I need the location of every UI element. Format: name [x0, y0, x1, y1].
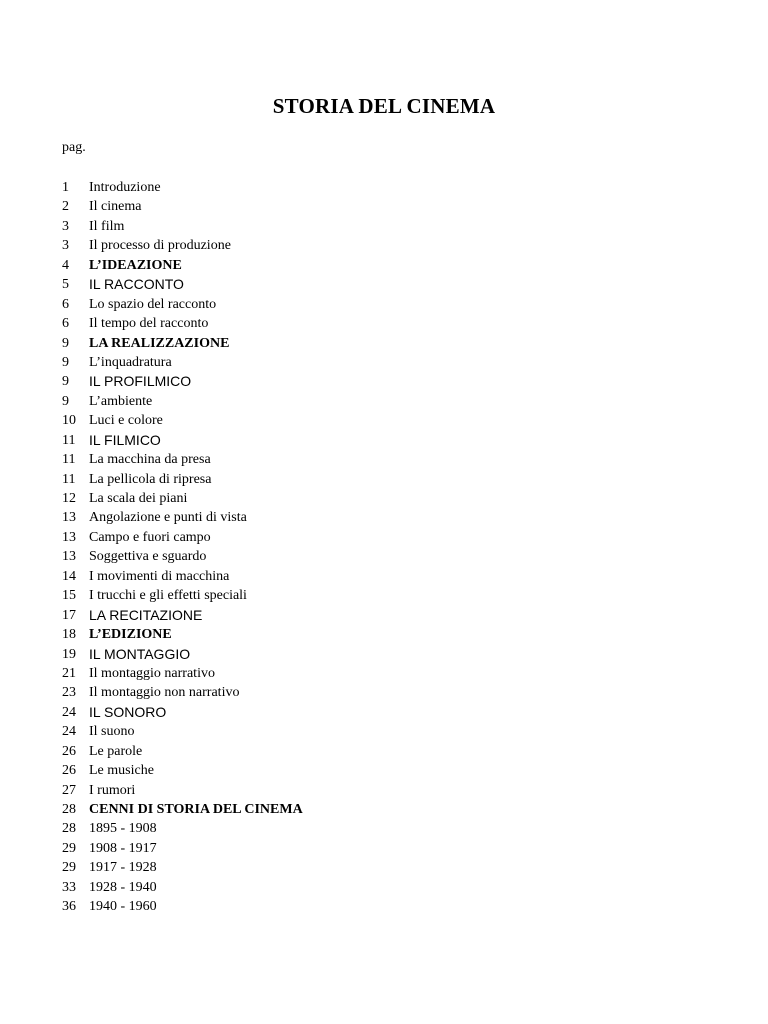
- toc-entry-page: 21: [62, 665, 76, 681]
- toc-entry-label: IL MONTAGGIO: [89, 645, 191, 662]
- toc-entry: [62, 470, 702, 489]
- toc-entry-label: Il cinema: [89, 199, 142, 215]
- toc-entry-page: 9: [62, 335, 69, 351]
- toc-entry-page: 23: [62, 685, 76, 701]
- toc-entry-label: IL FILMICO: [89, 431, 161, 448]
- toc-entry-page: 24: [62, 724, 76, 740]
- toc-entry-page: 29: [62, 840, 76, 856]
- toc-entry-page: 19: [62, 646, 76, 662]
- toc-entry: [62, 567, 702, 586]
- toc-entry-label: L’ambiente: [89, 393, 153, 409]
- toc-entry-label: Campo e fuori campo: [89, 529, 211, 545]
- document-title: STORIA DEL CINEMA: [272, 94, 496, 118]
- toc-entry: [62, 431, 702, 450]
- toc-entry-label: Introduzione: [89, 180, 161, 195]
- toc-entry-label: La macchina da presa: [89, 452, 211, 468]
- toc-entry-page: 13: [62, 529, 76, 545]
- toc-entry-label: Il suono: [89, 724, 135, 740]
- toc-entry: [62, 586, 702, 605]
- toc-entry: [62, 819, 702, 838]
- toc-entry-label: Soggettiva e sguardo: [89, 549, 207, 565]
- toc-entry: [62, 450, 702, 469]
- toc-entry-label: Il film: [89, 218, 125, 234]
- toc-entry-label: Le parole: [89, 743, 143, 759]
- toc-entry-page: 27: [62, 782, 76, 798]
- toc-entry-page: 11: [62, 432, 76, 448]
- toc-entry: [62, 606, 702, 625]
- toc-entry-page: 10: [62, 413, 76, 429]
- toc-entry: [62, 722, 702, 741]
- toc-entry: [62, 761, 702, 780]
- toc-entry-page: 24: [62, 704, 76, 720]
- toc-entry: [62, 858, 702, 877]
- toc-entry-page: 3: [62, 238, 69, 254]
- toc-entry-page: 28: [62, 821, 76, 837]
- toc-entry-label: La pellicola di ripresa: [89, 471, 212, 487]
- toc-entry: [62, 547, 702, 566]
- toc-entry: [62, 236, 702, 255]
- toc-entry: [62, 878, 702, 897]
- toc-entry: [62, 625, 702, 644]
- toc-entry-label: 1940 - 1960: [89, 899, 157, 915]
- toc-entry-label: Angolazione e punti di vista: [89, 510, 247, 526]
- toc-entry-page: 15: [62, 588, 76, 604]
- toc-entry-label: LA RECITAZIONE: [89, 606, 203, 623]
- toc-entry-page: 26: [62, 743, 76, 759]
- toc-entry-page: 29: [62, 860, 76, 876]
- toc-entry-page: 36: [62, 899, 76, 915]
- toc-entry-page: 5: [62, 277, 69, 293]
- toc-entry: [62, 334, 702, 353]
- toc-entry-page: 13: [62, 510, 76, 526]
- toc-entry-page: 6: [62, 316, 69, 332]
- toc-entry: [62, 800, 702, 819]
- toc-entry-label: IL PROFILMICO: [89, 373, 192, 390]
- toc-entry-label: Le musiche: [89, 763, 154, 779]
- toc-entry-label: CENNI DI STORIA DEL CINEMA: [89, 802, 303, 817]
- toc-entry: [62, 217, 702, 236]
- toc-entry-label: Il processo di produzione: [89, 238, 231, 254]
- toc-entry: [62, 897, 702, 916]
- toc-entry-label: L’inquadratura: [89, 354, 172, 370]
- toc-entry-page: 9: [62, 354, 69, 370]
- toc-entry: [62, 197, 702, 216]
- toc-entry-label: Il montaggio non narrativo: [89, 685, 240, 701]
- toc-entry-label: IL RACCONTO: [89, 276, 184, 293]
- toc-entry-label: L’IDEAZIONE: [89, 257, 182, 273]
- toc-entry: [62, 353, 702, 372]
- toc-entry-label: 1895 - 1908: [89, 821, 157, 837]
- toc-entry: [62, 275, 702, 294]
- toc-entry: [62, 528, 702, 547]
- toc-entry: [62, 392, 702, 411]
- toc-entry-label: I rumori: [89, 782, 136, 798]
- toc-entry-label: 1917 - 1928: [89, 860, 157, 876]
- toc-entry-page: 9: [62, 374, 69, 390]
- toc-entry-label: La scala dei piani: [89, 491, 188, 506]
- toc-entry-page: 11: [62, 452, 76, 468]
- toc-entry-page: 26: [62, 763, 76, 779]
- toc-entry-page: 13: [62, 549, 76, 565]
- toc-entry-page: 18: [62, 627, 76, 643]
- toc-entry: [62, 508, 702, 527]
- toc-entry: [62, 781, 702, 800]
- toc-entry: [62, 645, 702, 664]
- toc-entry-page: 2: [62, 199, 69, 215]
- toc-entry-label: Lo spazio del racconto: [89, 296, 217, 312]
- toc-entry-page: 9: [62, 393, 69, 409]
- toc-entry-label: Il tempo del racconto: [89, 316, 209, 332]
- toc-entry-page: 17: [62, 607, 76, 623]
- toc-entry-label: L’EDIZIONE: [89, 627, 172, 643]
- toc-entry: [62, 742, 702, 761]
- toc-entry-page: 12: [62, 491, 76, 506]
- toc-entry-label: I trucchi e gli effetti speciali: [89, 588, 247, 604]
- toc-entry: [62, 703, 702, 722]
- toc-entry-page: 3: [62, 218, 69, 234]
- toc-entry-page: 14: [62, 568, 76, 584]
- page-column-header: pag.: [62, 140, 86, 155]
- toc-entry-page: 4: [62, 257, 69, 273]
- toc-entry: [62, 314, 702, 333]
- toc-entry: [62, 839, 702, 858]
- toc-entry: [62, 295, 702, 314]
- toc-entry: [62, 372, 702, 391]
- toc-entry-label: Il montaggio narrativo: [89, 665, 215, 681]
- toc-entry-page: 33: [62, 879, 76, 895]
- toc-entry-label: I movimenti di macchina: [89, 568, 230, 584]
- table-of-contents: [62, 178, 702, 917]
- toc-entry: [62, 489, 702, 508]
- toc-entry: [62, 256, 702, 275]
- toc-entry-label: 1928 - 1940: [89, 879, 157, 895]
- toc-entry: [62, 664, 702, 683]
- toc-entry: [62, 178, 702, 197]
- toc-entry-page: 11: [62, 471, 76, 487]
- toc-entry-label: IL SONORO: [89, 703, 167, 720]
- toc-entry-label: LA REALIZZAZIONE: [89, 335, 230, 351]
- toc-entry-page: 6: [62, 296, 69, 312]
- toc-entry: [62, 683, 702, 702]
- toc-entry-label: Luci e colore: [89, 413, 163, 429]
- toc-entry: [62, 411, 702, 430]
- toc-entry-label: 1908 - 1917: [89, 840, 157, 856]
- toc-entry-page: 28: [62, 802, 76, 817]
- toc-entry-page: 1: [62, 180, 69, 195]
